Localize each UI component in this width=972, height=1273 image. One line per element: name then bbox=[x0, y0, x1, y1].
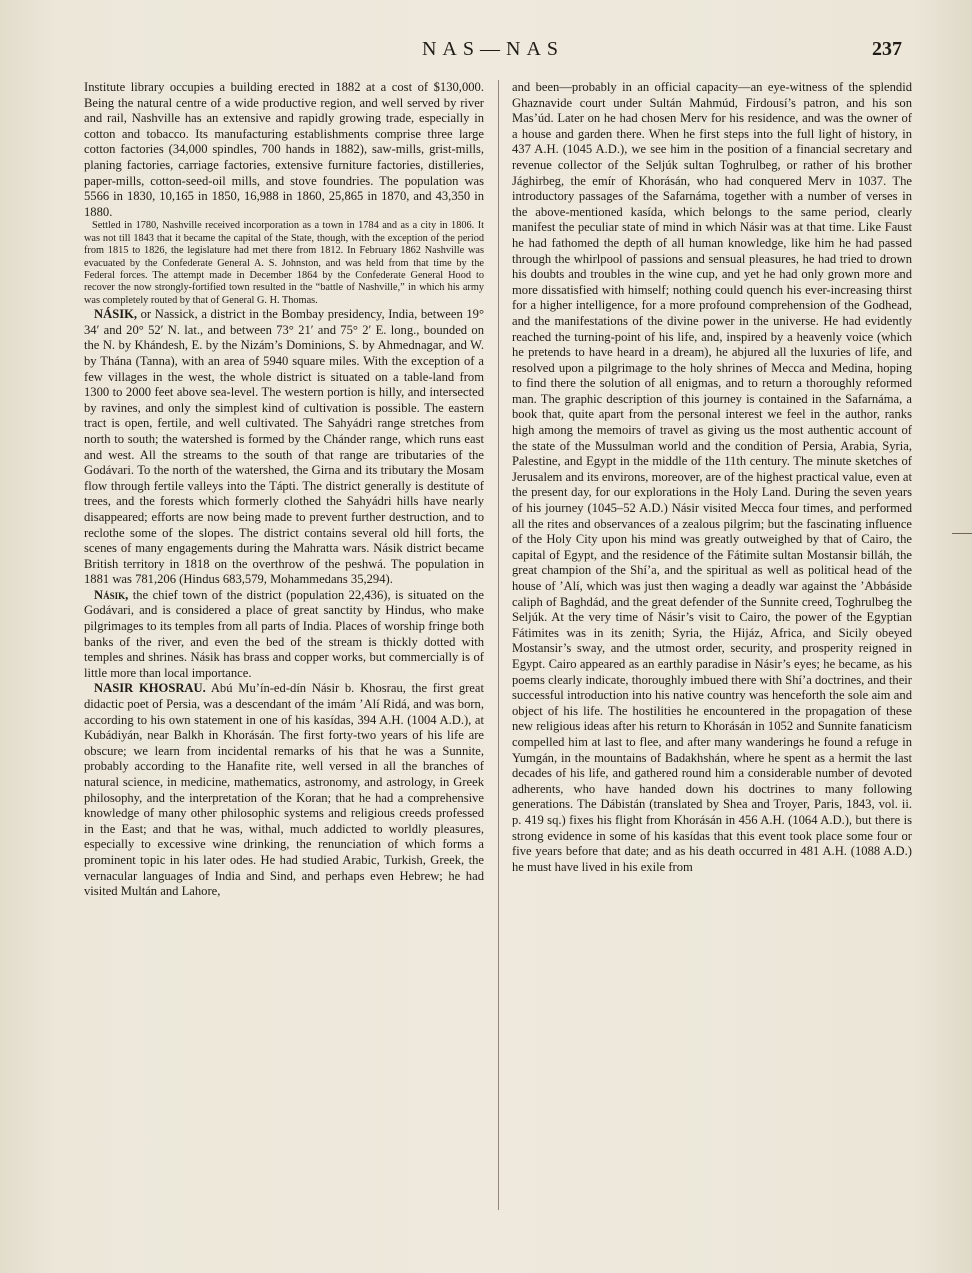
text-columns bbox=[84, 80, 912, 1210]
left-column bbox=[84, 80, 484, 1210]
right-column bbox=[512, 80, 912, 1210]
running-head: NAS—NAS bbox=[421, 38, 565, 60]
paragraph-nasir-continued: and been—probably in an official capacity—an eye-witness of the splendid Ghaznavide court under Sultán Mahmúd, Firdousí’s patron, and his son Mas’úd. Later on he had chosen Merv for his residence, and was the owner of a house and garden there. When he first steps into the full light of history, in 437 A.H. (1045 A.D.), we see him in the position of a financial secretary and revenue collector of the Seljúk sultan Toghrulbeg, or rather of his brother Jághirbeg, the emír of Khorásán, who had conquered Merv in 1037. The introductory passages of the Safarnáma, together with a number of verses in the above-mentioned kasída, which belongs to the same period, clearly manifest the peculiar state of mind in which Násir was at that time. Like Faust he had fathomed the depth of all human knowledge, like him he had passed through the whirlpool of passions and sensual pleasures, he had tried to drown his doubts and troubles in the wine cup, and yet he had only grown more and more dissatisfied with himself; nothing could quench his ever-increasing thirst for a higher intelligence, for a more profound comprehension of the Godhead, and the manifestations of the divine power in the universe. He had evidently reached the turning-point of his life, and, inspired by a heavenly voice (which he pretends to have heard in a dream), he abjured all the luxuries of life, and resolved upon a pilgrimage to the holy shrines of Mecca and Medina, hoping to find there the solution of all enigmas, and to return a thoroughly reformed man. The graphic description of this journey is contained in the Safarnáma, a book that, quite apart from the personal interest we feel in the author, ranks high among the memoirs of travel as giving us the most authentic account of the state of the Mussulman world and the condition of Persia, Arabia, Syria, Palestine, and Egypt in the middle of the 11th century. The minute sketches of Jerusalem and its environs, moreover, are of the highest practical value, even at the present day, for our explorations in the Holy Land. During the seven years of his journey (1045–52 A.D.) Násir visited Mecca four times, and performed all the rites and observances of a zealous pilgrim; but the fascinating influence of the Holy City upon his mind was greatly outweighed by that of Cairo, the capital of Egypt, and the residence of the Fátimite sultan Mostansir billáh, the great champion of the Shí’a, and the spiritual as well as political head of the house of ’Alí, which was just then waging a deadly war against the ’Abbáside caliph of Baghdád, and the great defender of the Sunnite creed, Toghrulbeg the Seljúk. At the very time of Násir’s visit to Cairo, the power of the Egyptian Fátimites was in its zenith; Syria, the Hijáz, Africa, and Sicily obeyed Mostansir’s sway, and the utmost order, security, and prosperity reigned in Egypt. Cairo appeared as an earthly paradise in Násir’s eyes; he became, as his poems clearly indicate, thoroughly imbued there with Shí’a doctrines, and their successful introduction into his native country was henceforth the sole aim and object of his life. The hostilities he encountered in the propagation of these new religious ideas after his return to Khorásán in 1052 and Sunnite fanaticism compelled him at last to flee, and after many wanderings he found a refuge in Yumgán, in the mountains of Badakhshán, where he spent as a hermit the last decades of his life, and gathered round him a considerable number of devoted adherents, who have handed down his doctrines to many following generations. The Dábistán (translated by Shea and Troyer, Paris, 1843, vol. ii. p. 419 sq.) fixes his flight from Khorásán in 456 A.H. (1064 A.D.), but there is strong evidence in some of his kasídas that this event took place some four or five years before that date; and as his death occurred in 481 A.H. (1088 A.D.) he must have lived in his exile from bbox=[512, 80, 912, 874]
column-divider bbox=[498, 80, 499, 1210]
page-header bbox=[84, 38, 902, 68]
entry-heading: Násik, bbox=[94, 587, 129, 602]
entry-nasir-khosrau bbox=[84, 681, 484, 899]
entry-nasik-district bbox=[84, 307, 484, 588]
entry-nasik-town bbox=[84, 588, 484, 682]
entry-text: or Nassick, a district in the Bombay presidency, India, between 19° 34′ and 20° 52′ N. lat., and between 73° 21′ and 75° 2′ E. long., bounded on the N. by Khándesh, E. by the Nizám’s Dominions, S. by Ahmednagar, and W. by Thána (Tanna), with an area of 5940 square miles. With the exception of a few villages in the west, the whole district is situated on a table-land from 1300 to 2000 feet above sea-level. The western portion is hilly, and intersected by ravines, and only the simplest kind of cultivation is possible. The eastern tract is open, fertile, and well cultivated. The Sahyádri range stretches from north to south; the watershed is formed by the Chánder range, which runs east and west. All the streams to the south of that range are tributaries of the Godávari. To the north of the watershed, the Girna and its tributary the Mosam flow through fertile valleys into the Tápti. The district generally is destitute of trees, and the forests which formerly clothed the Sahyádri hills have nearly disappeared; efforts are now being made to prevent further destruction, and to reclothe some of the slopes. The district contains several old hill forts, the scenes of many engagements during the Mahratta wars. Násik district became British territory in 1818 on the overthrow of the peshwá. The population in 1881 was 781,206 (Hindus 683,579, Mohammedans 35,294). bbox=[84, 307, 484, 587]
entry-text: the chief town of the district (population 22,436), is situated on the Godávari, and is considered a place of great sanctity by Hindus, who make pilgrimages to its temples from all parts of India. Places of worship fringe both banks of the river, and even the bed of the stream is thickly dotted with temples and shrines. Násik has brass and copper works, but commercially is of little more than local importance. bbox=[84, 587, 484, 680]
margin-mark bbox=[952, 533, 972, 534]
entry-heading: NASIR KHOSRAU. bbox=[94, 681, 206, 696]
paragraph-nashville-history: Settled in 1780, Nashville received incorporation as a town in 1784 and as a city in 1806. It was not till 1843 that it became the capital of the State, though, with the exception of the period from 1815 to 1826, the legislature had met there from 1812. In February 1862 Nashville was evacuated by the Confederate General A. S. Johnston, and was held from that time by the Federal forces. The attempt made in December 1864 by the Confederate General Hood to recover the now strongly-fortified town resulted in the “battle of Nashville,” in which his army was completely routed by that of General G. H. Thomas. bbox=[84, 220, 484, 306]
page-number: 237 bbox=[872, 38, 902, 60]
paragraph-nashville-industry: Institute library occupies a building erected in 1882 at a cost of $130,000. Being the natural centre of a wide productive region, and well served by river and rail, Nashville has an extensive and rapidly growing trade, especially in cotton and tobacco. Its manufacturing establishments comprise three large cotton factories (34,000 spindles, 700 hands in 1882), saw-mills, grist-mills, planing factories, carriage factories, extensive furniture factories, distilleries, paper-mills, cotton-seed-oil mills, and stove foundries. The population was 5566 in 1830, 10,165 in 1850, 16,988 in 1860, 25,865 in 1870, and 43,350 in 1880. bbox=[84, 80, 484, 219]
entry-text: Abú Mu’ín-ed-dín Násir b. Khosrau, the first great didactic poet of Persia, was a descendant of the imám ’Alí Ridá, and was born, according to his own statement in one of his kasídas, 394 A.H. (1004 A.D.), at Kubádiyán, near Balkh in Khorásán. The first forty-two years of his life are obscure; we learn from incidental remarks of his that he was a Sunnite, probably according to the Hanafite rite, well versed in all the branches of natural science, in medicine, mathematics, astronomy, and astrology, in Greek philosophy, and the interpretation of the Koran; that he had a comprehensive knowledge of many other philosophic systems and religious creeds professed in the East; and that he was, withal, much addicted to worldly pleasures, especially to excessive wine drinking, the renunciation of which forms a prominent topic in his later odes. He had studied Arabic, Turkish, Greek, the vernacular languages of India and Sind, and perhaps even Hebrew; he had visited Multán and Lahore, bbox=[84, 681, 484, 899]
entry-heading: NÁSIK, bbox=[94, 307, 138, 322]
